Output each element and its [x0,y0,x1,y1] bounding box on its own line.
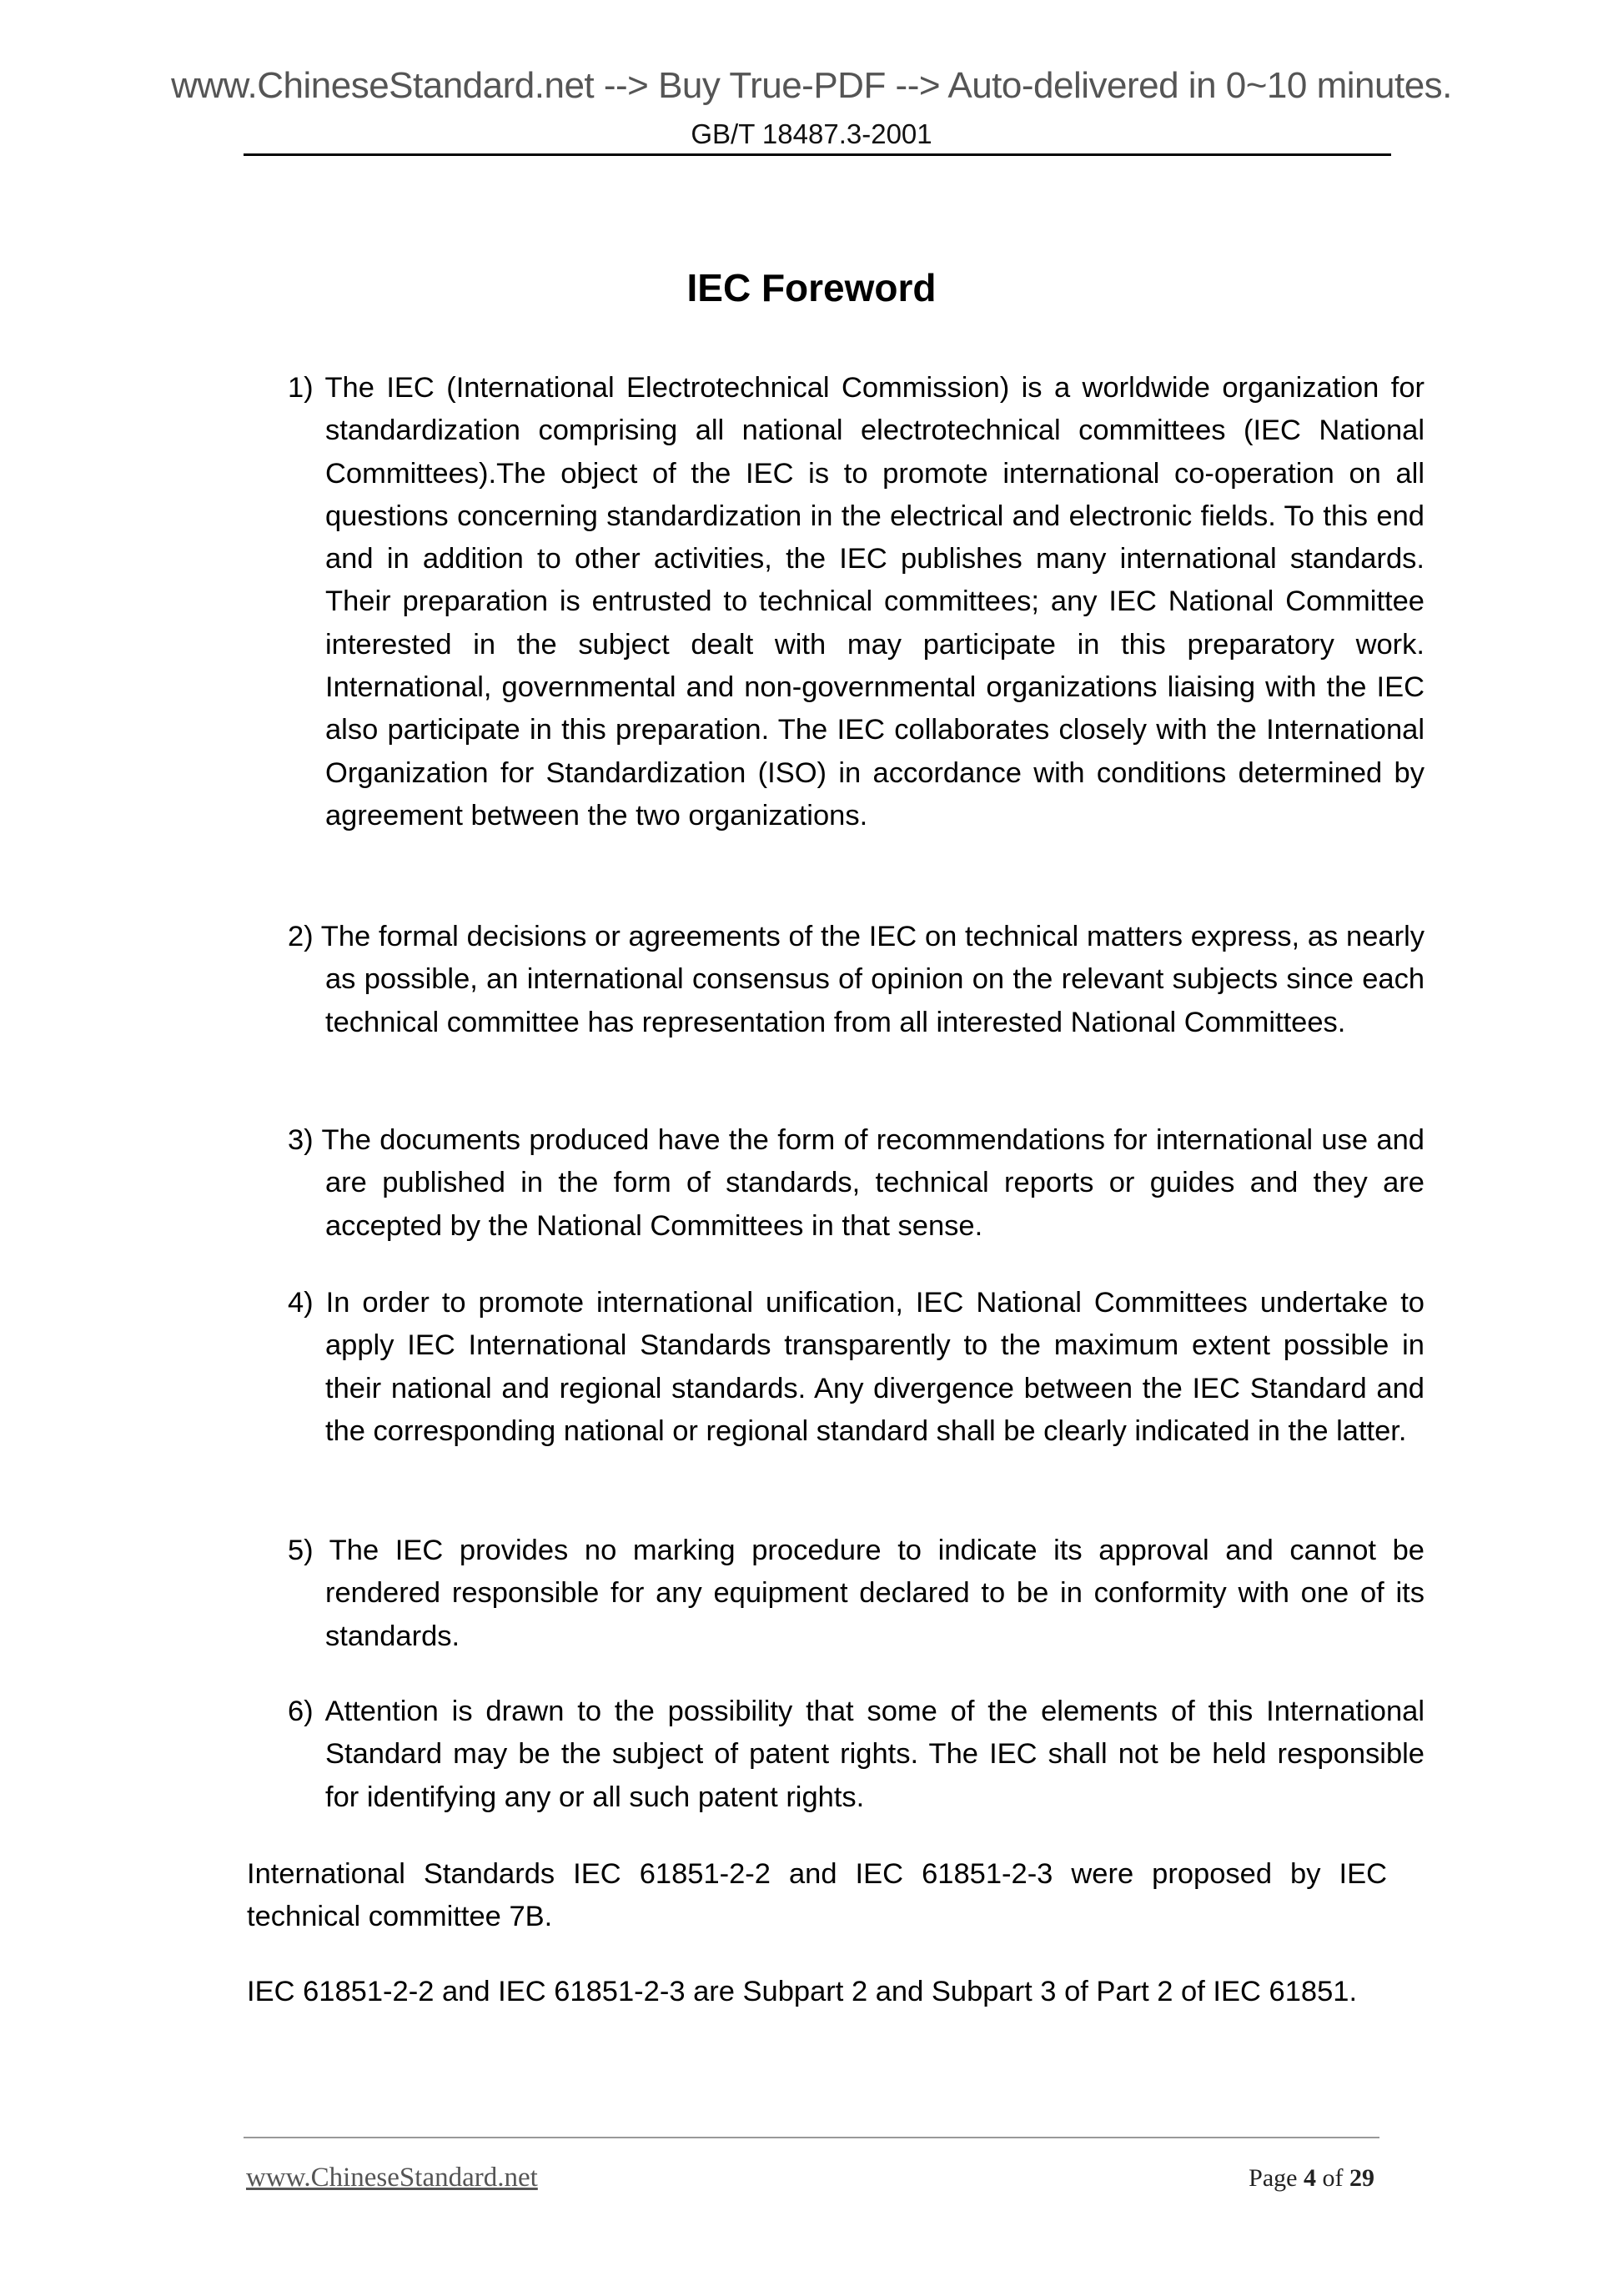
foreword-item-5: 5) The IEC provides no marking procedure to indicate its approval and cannot be rendered responsible for any equipment declared to be in conformity with one of its standards. [288,1535,1425,1652]
foreword-item-6: 6) Attention is drawn to the possibility that some of the elements of this International Standard may be the subject of patent rights. The IEC shall not be held responsible for identifying any or all such patent rights. [288,1696,1425,1813]
body-paragraph-1: International Standards IEC 61851-2-2 and IEC 61851-2-3 were proposed by IEC technical committee 7B. [247,1858,1387,1933]
page-total: 29 [1349,2164,1374,2192]
body-paragraph-2: IEC 61851-2-2 and IEC 61851-2-3 are Subpart 2 and Subpart 3 of Part 2 of IEC 61851. [247,1976,1358,2007]
foreword-item-1: 1) The IEC (International Electrotechnical Commission) is a worldwide organization for standardization comprising all national electrotechnical committees (IEC National Committees).The object of the IEC is to promote international co-operation on all questions concerning standardization in the electrical and electronic fields. To this end and in addition to other activities, the IEC publishes many international standards. Their preparation is entrusted to technical committees; any IEC National Committee interested in the subject dealt with may participate in this preparatory work. International, governmental and non-governmental organizations liaising with the IEC also participate in this preparation. The IEC collaborates closely with the International Organization for Standardization (ISO) in accordance with conditions determined by agreement between the two organizations. [288,372,1425,831]
footer-website-link[interactable]: www.ChineseStandard.net [246,2163,538,2193]
header-banner: www.ChineseStandard.net --> Buy True-PDF --> Auto-delivered in 0~10 minutes. [171,65,1452,106]
foreword-item-2: 2) The formal decisions or agreements of the IEC on technical matters express, as nearly as possible, an international consensus of opinion on the relevant subjects since each technical committee has representation from all interested National Committees. [288,921,1425,1038]
page-current: 4 [1304,2164,1316,2192]
footer-divider [244,2137,1379,2138]
foreword-item-3: 3) The documents produced have the form of recommendations for international use and are published in the form of standards, technical reports or guides and they are accepted by the National Committees in that sense. [288,1124,1425,1242]
page-title: IEC Foreword [686,266,937,309]
header-divider [244,153,1391,156]
page-of: of [1322,2164,1344,2192]
page-indicator [1249,2164,1374,2193]
page-label: Page [1249,2164,1298,2192]
standard-number: GB/T 18487.3-2001 [691,118,932,149]
foreword-item-4: 4) In order to promote international unification, IEC National Committees undertake to apply IEC International Standards transparently to the maximum extent possible in their national and regional standards. Any divergence between the IEC Standard and the corresponding national or regional standard shall be clearly indicated in the latter. [288,1287,1425,1447]
